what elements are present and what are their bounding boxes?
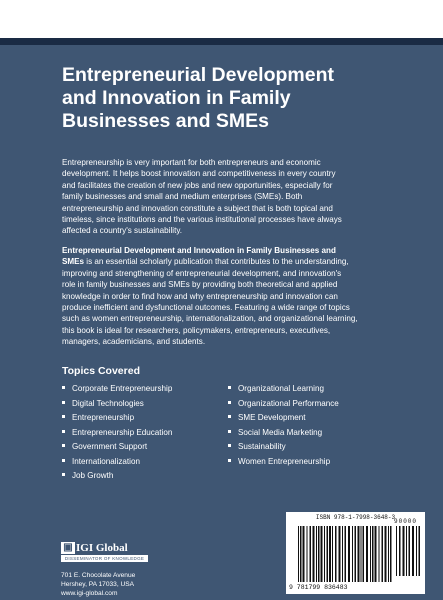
topic-label: Entrepreneurship Education [72,427,173,437]
text-line: Entrepreneurship is very important for both entrepreneurs and economic [62,158,321,167]
barcode-bar [403,526,405,576]
text-line [62,256,380,267]
topic-label: Organizational Learning [238,384,324,393]
text-line: development. It helps boost innovation and competitiveness in every country [62,169,336,179]
bullet-icon [62,430,65,433]
topic-item [62,411,172,426]
barcode-bar [379,526,380,582]
bold-title-text: Entrepreneurial Development and Innovation in Family Businesses and [62,246,336,255]
logo-text: IGI Global [76,541,128,554]
topic-item [228,411,339,426]
bullet-icon [62,444,65,447]
barcode-bar [358,526,360,582]
topic-label: Organizational Performance [238,398,339,408]
barcode-bar [348,526,350,582]
barcode-bar [327,526,329,582]
barcode-bar [390,526,392,582]
barcode-bar [303,526,305,582]
topic-item [62,397,172,412]
barcode-bar [324,526,325,582]
barcode-bar [352,526,353,582]
bullet-icon [228,401,231,404]
barcode-bar [385,526,387,582]
bullet-icon [62,459,65,462]
title-line: and Innovation in Family [62,87,291,109]
barcode-main [298,526,392,582]
barcode-bar [388,526,389,582]
text-line: timeless, since institutions and the various institutional processes have always [62,215,342,225]
barcode-bar [318,526,320,582]
text-line: this book is ideal for researchers, policymakers, entrepreneurs, executives, [62,325,331,335]
barcode-bar [361,526,362,582]
topic-item [228,455,339,470]
barcode-bar [399,526,401,576]
barcode-bar [345,526,347,582]
book-title [62,64,402,133]
bullet-icon [62,401,65,404]
text-fragment: is an essential scholarly publication that contributes to the understanding, [84,257,349,267]
topics-list-right [228,382,339,469]
topic-item [228,397,339,412]
barcode-bar [329,526,331,582]
topic-item [62,382,172,397]
igi-global-logo [61,541,148,562]
topic-item [228,426,339,441]
topic-item [228,382,339,397]
text-line: such as women entrepreneurship, internationalization, and organizational learning, [62,314,358,324]
barcode-bar [375,526,377,582]
text-line: role in family businesses and SMEs by providing both theoretical and applied [62,280,338,290]
bullet-icon [228,415,231,418]
barcode-bar [316,526,317,582]
topic-label: Women Entrepreneurship [238,456,331,466]
text-line: family businesses and small and medium enterprises (SMEs). Both [62,192,303,202]
title-line: Entrepreneurial Development [62,64,334,86]
topics-list-left [62,382,172,484]
isbn-barcode-box [286,512,425,594]
barcode-bar [321,526,323,582]
barcode-bar [310,526,312,582]
barcode-bar [409,526,411,576]
text-line: affected a country's sustainability. [62,226,183,236]
barcode-bar [313,526,315,582]
barcode-bar [372,526,374,582]
topic-label: Internationalization [72,456,140,466]
topic-label: Government Support [72,442,148,451]
topic-label: Sustainability [238,442,286,451]
publisher-address [61,571,135,598]
isbn-label: ISBN 978-1-7998-3648-3 [315,514,396,521]
bullet-icon [62,415,65,418]
barcode-bar [355,526,357,582]
address-line: 701 E. Chocolate Avenue [61,572,136,579]
bullet-icon [62,473,65,476]
intro-paragraph [62,157,380,237]
topic-label: Job Growth [72,471,114,480]
topic-item [62,455,172,470]
text-line: and facilitates the creation of new jobs and new opportunities, especially for [62,180,333,190]
barcode-digits: 9 781799 836483 [289,584,348,591]
barcode-bar [332,526,333,582]
barcode-bar [396,526,397,576]
topic-item [228,440,339,455]
barcode-bar [416,526,417,576]
topics-heading: Topics Covered [62,365,140,377]
logo-tagline: DISSEMINATOR OF KNOWLEDGE [61,555,148,562]
igi-book-icon: ▣ [61,542,75,554]
bullet-icon [228,444,231,447]
address-line: Hershey, PA 17033, USA [61,581,135,588]
barcode-bar [366,526,368,582]
topic-label: Corporate Entrepreneurship [72,384,173,393]
text-line: entrepreneurship and innovation constitute a subject that is both topical and [62,203,333,213]
topic-label: Social Media Marketing [238,427,323,437]
text-line: produce inefficient and dysfunctional outcomes. Featuring a wide range of topics [62,303,350,313]
barcode-bar [363,526,365,582]
topic-label: SME Development [238,413,306,422]
bullet-icon [228,386,231,389]
text-line: improving and strengthening of entrepreneurial development, and innovation's [62,268,342,278]
barcode-bar [370,526,371,582]
top-white-band [0,0,443,38]
barcode-addon [396,526,422,576]
description-paragraph [62,245,380,348]
barcode-bar [307,526,308,582]
bullet-icon [228,459,231,462]
barcode-bar [406,526,407,576]
topic-item [62,426,172,441]
title-line: Businesses and SMEs [62,110,269,132]
barcode-bar [419,526,421,576]
bullet-icon [228,430,231,433]
barcode-bar [342,526,343,582]
address-line: www.igi-global.com [61,590,118,597]
topic-item [62,440,172,455]
top-dark-stripe [0,38,443,45]
barcode-bar [335,526,337,582]
barcode-bar [298,526,299,582]
topic-item [62,469,172,484]
topic-label: Digital Technologies [72,398,144,408]
barcode-bar [300,526,302,582]
bullet-icon [62,386,65,389]
text-line [62,245,380,256]
barcode-bar [339,526,341,582]
barcode-bar [382,526,384,582]
text-line: knowledge in order to find how and why entrepreneurship and innovation can [62,291,338,301]
text-line: managers, academicians, and students. [62,337,206,347]
barcode-bar [412,526,414,576]
barcode-addon-number: 90000 [394,518,418,525]
bold-title-text: SMEs [62,257,85,267]
topic-label: Entrepreneurship [72,413,135,422]
